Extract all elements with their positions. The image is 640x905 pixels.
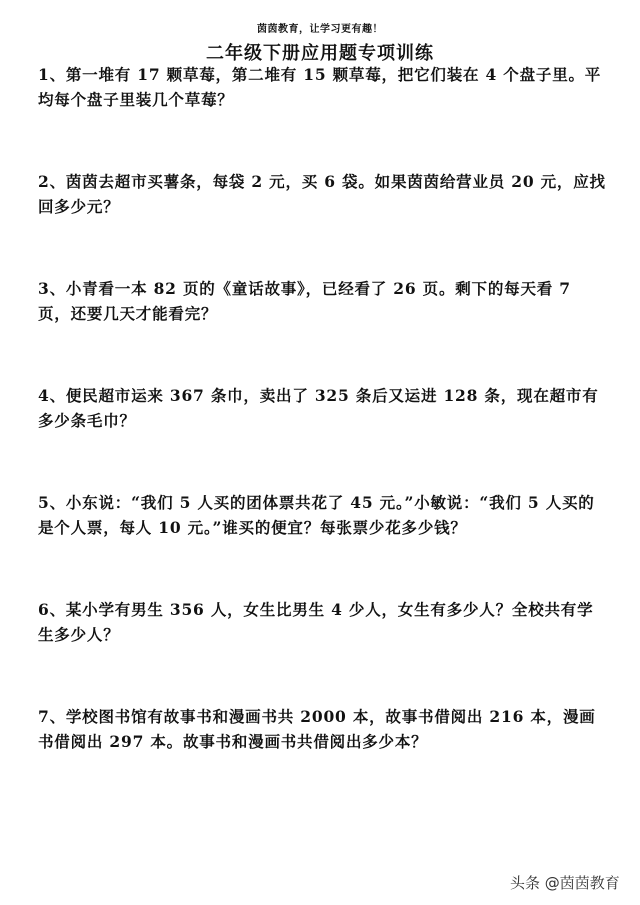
document-title: 二年级下册应用题专项训练 <box>206 43 434 64</box>
problem-2: 2、茵茵去超市买薯条，每袋 2 元，买 6 袋。如果茵茵给营业员 20 元，应找回多少元？ <box>38 172 606 216</box>
problem-5: 5、小东说：“我们 5 人买的团体票共花了 45 元。”小敏说：“我们 5 人买的是个人票，每人 10 元。”谁买的便宜？每张票少花多少钱？ <box>38 493 595 537</box>
problem-3: 3、小青看一本 82 页的《童话故事》，已经看了 26 页。剩下的每天看 7 页，还要几天才能看完？ <box>38 279 571 323</box>
problem-1: 1、第一堆有 17 颗草莓，第二堆有 15 颗草莓，把它们装在 4 个盘子里。平均每个盘子里装几个草莓？ <box>38 65 602 109</box>
problem-7: 7、学校图书馆有故事书和漫画书共 2000 本，故事书借阅出 216 本，漫画书借阅出 297 本。故事书和漫画书共借阅出多少本？ <box>38 707 596 751</box>
problem-6: 6、某小学有男生 356 人，女生比男生 4 少人，女生有多少人？全校共有学生多少人？ <box>38 600 594 644</box>
problem-4: 4、便民超市运来 367 条巾，卖出了 325 条后又运进 128 条，现在超市有多少条毛巾？ <box>38 386 599 430</box>
source-watermark: 头条 @茵茵教育 <box>510 874 620 892</box>
page-header-tagline: 茵茵教育，让学习更有趣！ <box>257 24 383 35</box>
